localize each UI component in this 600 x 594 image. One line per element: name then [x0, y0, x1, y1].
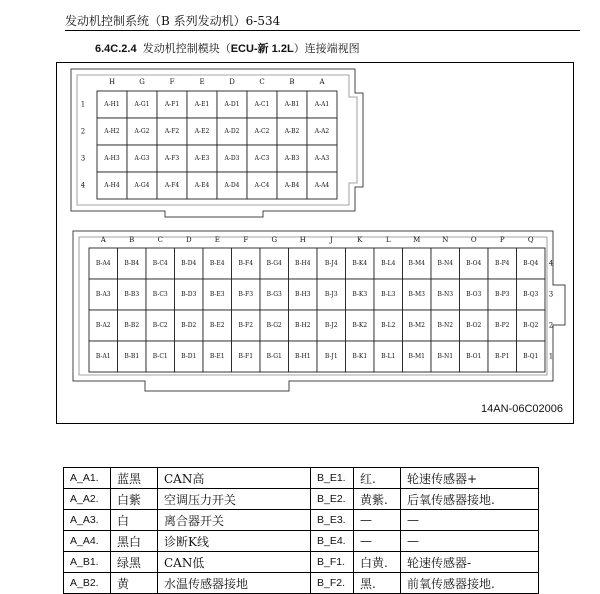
function-cell: CAN高	[158, 468, 311, 489]
pin-id-cell: B_F2.	[311, 573, 354, 594]
connector-b-pin-label: B-D4	[181, 260, 197, 267]
connector-b-pin-label: B-L1	[381, 353, 396, 360]
connector-b-pin-label: B-E4	[209, 260, 225, 267]
connector-a-pin-label: A-G3	[134, 155, 150, 162]
connector-a-pin-label: A-B2	[284, 128, 300, 135]
function-cell: 空调压力开关	[158, 489, 311, 510]
connector-b-pin-label: B-Q1	[523, 353, 539, 360]
section-title-text: 发动机控制模块（	[142, 43, 231, 55]
diagram-code: 14AN-06C02006	[481, 403, 563, 415]
connector-a-pin-label: A-F1	[164, 101, 180, 108]
connector-b-col-label: A	[100, 236, 106, 244]
wire-color-cell: 黄紫.	[354, 489, 401, 510]
pin-id-cell: B_E1.	[311, 468, 354, 489]
section-title-end: ）连接端视图	[293, 43, 360, 55]
connector-b-pin-label: B-G3	[266, 291, 282, 298]
page-header: 发动机控制系统（B 系列发动机）6-534	[65, 14, 281, 28]
table-row	[64, 468, 539, 489]
connector-b-pin-label: B-C3	[152, 291, 168, 298]
connector-b-pin-label: B-F2	[238, 322, 254, 329]
function-cell: 前氧传感器接地.	[401, 573, 539, 594]
pin-id-cell: B_F1.	[311, 552, 354, 573]
connector-b-pin-label: B-C1	[152, 353, 168, 360]
connector-a-pin-label: A-H4	[104, 182, 120, 189]
connector-a-pin-label: A-A1	[314, 101, 330, 108]
connector-b-pin-label: B-Q4	[523, 260, 539, 267]
connector-b-pin-label: B-J3	[324, 291, 338, 298]
pin-id-cell: A_A1.	[64, 468, 111, 489]
wire-color-cell: 绿黑	[111, 552, 158, 573]
pin-id-cell: A_B1.	[64, 552, 111, 573]
table-row	[64, 573, 539, 594]
connector-a-pin-label: A-D3	[224, 155, 240, 162]
connector-b-col-label: K	[357, 236, 363, 244]
connector-b-pin-label: B-A3	[95, 291, 111, 298]
connector-a-pin-label: A-A3	[314, 155, 330, 162]
connector-a-pin-label: A-D4	[224, 182, 240, 189]
function-cell: 诊断K线	[158, 531, 311, 552]
function-cell: 轮速传感器-	[401, 552, 539, 573]
connector-b-col-label: F	[243, 236, 249, 244]
connector-b-pin-label: B-H1	[294, 353, 311, 360]
connector-b-pin-label: B-M4	[408, 260, 426, 267]
connector-a-row-label: 2	[80, 127, 86, 136]
connector-a-col-label: E	[199, 78, 205, 86]
section-title-bold: ECU-新 1.2L	[230, 43, 294, 55]
connector-b-pin-label: B-A4	[95, 260, 111, 267]
connector-b-pin-label: B-E3	[209, 291, 225, 298]
function-cell: —	[401, 510, 539, 531]
connector-b-col-label: L	[385, 236, 391, 244]
connector-a-pin-label: A-H2	[104, 128, 120, 135]
connector-b-pin-label: B-H2	[294, 322, 311, 329]
connector-a-pin-label: A-C1	[254, 101, 270, 108]
connector-b-pin-label: B-M3	[408, 291, 426, 298]
section-number: 6.4C.2.4	[95, 43, 137, 55]
wire-color-cell: 黑白	[111, 531, 158, 552]
connector-b-pin-label: B-E2	[209, 322, 225, 329]
connector-a-col-label: A	[319, 78, 325, 86]
wire-color-cell: 黄	[111, 573, 158, 594]
pin-id-cell: B_E3.	[311, 510, 354, 531]
connector-b-row-label: 2	[548, 321, 554, 330]
connector-a-pin-label: A-E4	[194, 182, 210, 189]
connector-b-pin-label: B-P4	[495, 260, 510, 267]
connector-b-col-label: P	[499, 236, 505, 244]
wire-color-cell: —	[354, 531, 401, 552]
connector-b-col-label: C	[157, 236, 163, 244]
connector-a-col-label: H	[108, 78, 116, 86]
connector-b-col-label: M	[413, 236, 421, 244]
wire-color-cell: 白紫	[111, 489, 158, 510]
connector-b-col-label: N	[442, 236, 449, 244]
connector-a-pin-label: A-A2	[314, 128, 330, 135]
connector-b-pin-label: B-M2	[408, 322, 426, 329]
connector-b-pin-label: B-K3	[352, 291, 368, 298]
connector-b-pin-label: B-H3	[294, 291, 311, 298]
connector-a-pin-label: A-G4	[134, 182, 150, 189]
connector-b-pin-label: B-Q3	[523, 291, 539, 298]
connector-b-row-label: 1	[548, 352, 554, 361]
connector-a-col-label: F	[169, 78, 175, 86]
connector-a-pin-label: A-G2	[134, 128, 150, 135]
connector-b-pin-label: B-L4	[381, 260, 396, 267]
connector-b-pin-label: B-A2	[95, 322, 111, 329]
pin-id-cell: A_A4.	[64, 531, 111, 552]
connector-b-col-label: E	[214, 236, 220, 244]
connector-b-pin-label: B-B1	[124, 353, 140, 360]
connector-b-pin-label: B-K1	[352, 353, 368, 360]
connector-diagram	[56, 62, 574, 424]
connector-b-pin-label: B-G2	[266, 322, 282, 329]
connector-b-pin-label: B-D1	[181, 353, 197, 360]
connector-a-pin-label: A-H3	[104, 155, 120, 162]
connector-b-col-label: G	[271, 236, 278, 244]
pin-id-cell: B_E4.	[311, 531, 354, 552]
connector-a-row-label: 1	[80, 100, 86, 109]
connector-b-pin-label: B-N3	[437, 291, 454, 298]
function-cell: —	[401, 531, 539, 552]
pin-id-cell: A_A2.	[64, 489, 111, 510]
connector-b-pin-label: B-N2	[437, 322, 454, 329]
wire-color-cell: 黑.	[354, 573, 401, 594]
connector-b-pin-label: B-H4	[294, 260, 311, 267]
connector-b-pin-label: B-J2	[324, 322, 338, 329]
connector-b-row-label: 3	[548, 290, 554, 299]
connector-a-pin-label: A-F4	[164, 182, 180, 189]
connector-b-col-label: O	[470, 236, 477, 244]
wire-color-cell: 白	[111, 510, 158, 531]
function-cell: 离合器开关	[158, 510, 311, 531]
table-row	[64, 489, 539, 510]
connector-b-row-label: 4	[548, 259, 554, 268]
table-row	[64, 552, 539, 573]
connector-b-pin-label: B-A1	[95, 353, 111, 360]
connector-a-pin-label: A-F2	[164, 128, 180, 135]
connector-a-row-label: 4	[80, 181, 86, 190]
connector-b-pin-label: B-C4	[152, 260, 168, 267]
connector-b-pin-label: B-K4	[352, 260, 368, 267]
connector-a-col-label: B	[289, 78, 295, 86]
connector-b-pin-label: B-O2	[466, 322, 482, 329]
connector-b-col-label: Q	[527, 236, 534, 244]
connector-b-pin-label: B-F4	[238, 260, 254, 267]
connector-b-pin-label: B-N4	[437, 260, 454, 267]
pin-id-cell: B_E2.	[311, 489, 354, 510]
connector-b-pin-label: B-F3	[238, 291, 254, 298]
wire-color-cell: 蓝黑	[111, 468, 158, 489]
connector-b-pin-label: B-J1	[324, 353, 338, 360]
connector-a-pin-label: A-A4	[314, 182, 330, 189]
wire-color-cell: 白黄.	[354, 552, 401, 573]
connector-b-pin-label: B-L3	[381, 291, 396, 298]
connector-a-pin-label: A-C2	[254, 128, 270, 135]
connector-b-col-label: J	[329, 236, 333, 244]
connector-a-pin-label: A-H1	[104, 101, 120, 108]
table-row	[64, 510, 539, 531]
connector-b-pin-label: B-G4	[266, 260, 282, 267]
pin-id-cell: A_A3.	[64, 510, 111, 531]
connector-b-pin-label: B-P1	[495, 353, 510, 360]
connector-a-pin-label: A-E3	[194, 155, 210, 162]
wire-color-cell: —	[354, 510, 401, 531]
section-title	[95, 40, 360, 56]
connector-b-pin-label: B-G1	[266, 353, 282, 360]
connector-a-pin-label: A-D1	[224, 101, 240, 108]
function-cell: 轮速传感器+	[401, 468, 539, 489]
pin-table	[63, 467, 539, 594]
connector-a-col-label: D	[229, 78, 235, 86]
function-cell: 水温传感器接地	[158, 573, 311, 594]
connector-svg	[57, 63, 573, 423]
connector-b-pin-label: B-N1	[437, 353, 454, 360]
connector-b-pin-label: B-D3	[181, 291, 197, 298]
connector-b-pin-label: B-O1	[466, 353, 482, 360]
connector-a-pin-label: A-B1	[284, 101, 300, 108]
connector-b-pin-label: B-F1	[238, 353, 254, 360]
connector-b-pin-label: B-L2	[381, 322, 396, 329]
connector-b-pin-label: B-P2	[495, 322, 510, 329]
connector-b-pin-label: B-B4	[124, 260, 140, 267]
connector-a-pin-label: A-D2	[224, 128, 240, 135]
connector-b-pin-label: B-O3	[466, 291, 482, 298]
connector-a-pin-label: A-E2	[194, 128, 210, 135]
function-cell: CAN低	[158, 552, 311, 573]
connector-a-pin-label: A-B3	[284, 155, 300, 162]
connector-b-pin-label: B-D2	[181, 322, 197, 329]
connector-b-pin-label: B-K2	[352, 322, 368, 329]
connector-a-pin-label: A-C3	[254, 155, 270, 162]
connector-b-pin-label: B-Q2	[523, 322, 539, 329]
connector-a-pin-label: A-B4	[284, 182, 300, 189]
connector-b-col-label: H	[299, 236, 306, 244]
header-rule	[65, 30, 580, 31]
connector-a-pin-label: A-E1	[194, 101, 210, 108]
connector-b-pin-label: B-C2	[152, 322, 168, 329]
connector-b-pin-label: B-J4	[324, 260, 338, 267]
connector-b-pin-label: B-P3	[495, 291, 510, 298]
connector-a-pin-label: A-F3	[164, 155, 180, 162]
connector-a-pin-label: A-C4	[254, 182, 270, 189]
connector-a-col-label: C	[259, 78, 265, 86]
function-cell: 后氧传感器接地.	[401, 489, 539, 510]
connector-b-col-label: D	[185, 236, 192, 244]
connector-b-pin-label: B-B2	[124, 322, 140, 329]
connector-b-pin-label: B-O4	[466, 260, 482, 267]
connector-b-pin-label: B-B3	[124, 291, 140, 298]
connector-a-col-label: G	[139, 78, 145, 86]
connector-a-row-label: 3	[80, 154, 86, 163]
connector-a-pin-label: A-G1	[134, 101, 150, 108]
table-row	[64, 531, 539, 552]
connector-b-pin-label: B-E1	[209, 353, 225, 360]
connector-b-pin-label: B-M1	[408, 353, 426, 360]
wire-color-cell: 红.	[354, 468, 401, 489]
pin-id-cell: A_B2.	[64, 573, 111, 594]
connector-b-col-label: B	[129, 236, 135, 244]
